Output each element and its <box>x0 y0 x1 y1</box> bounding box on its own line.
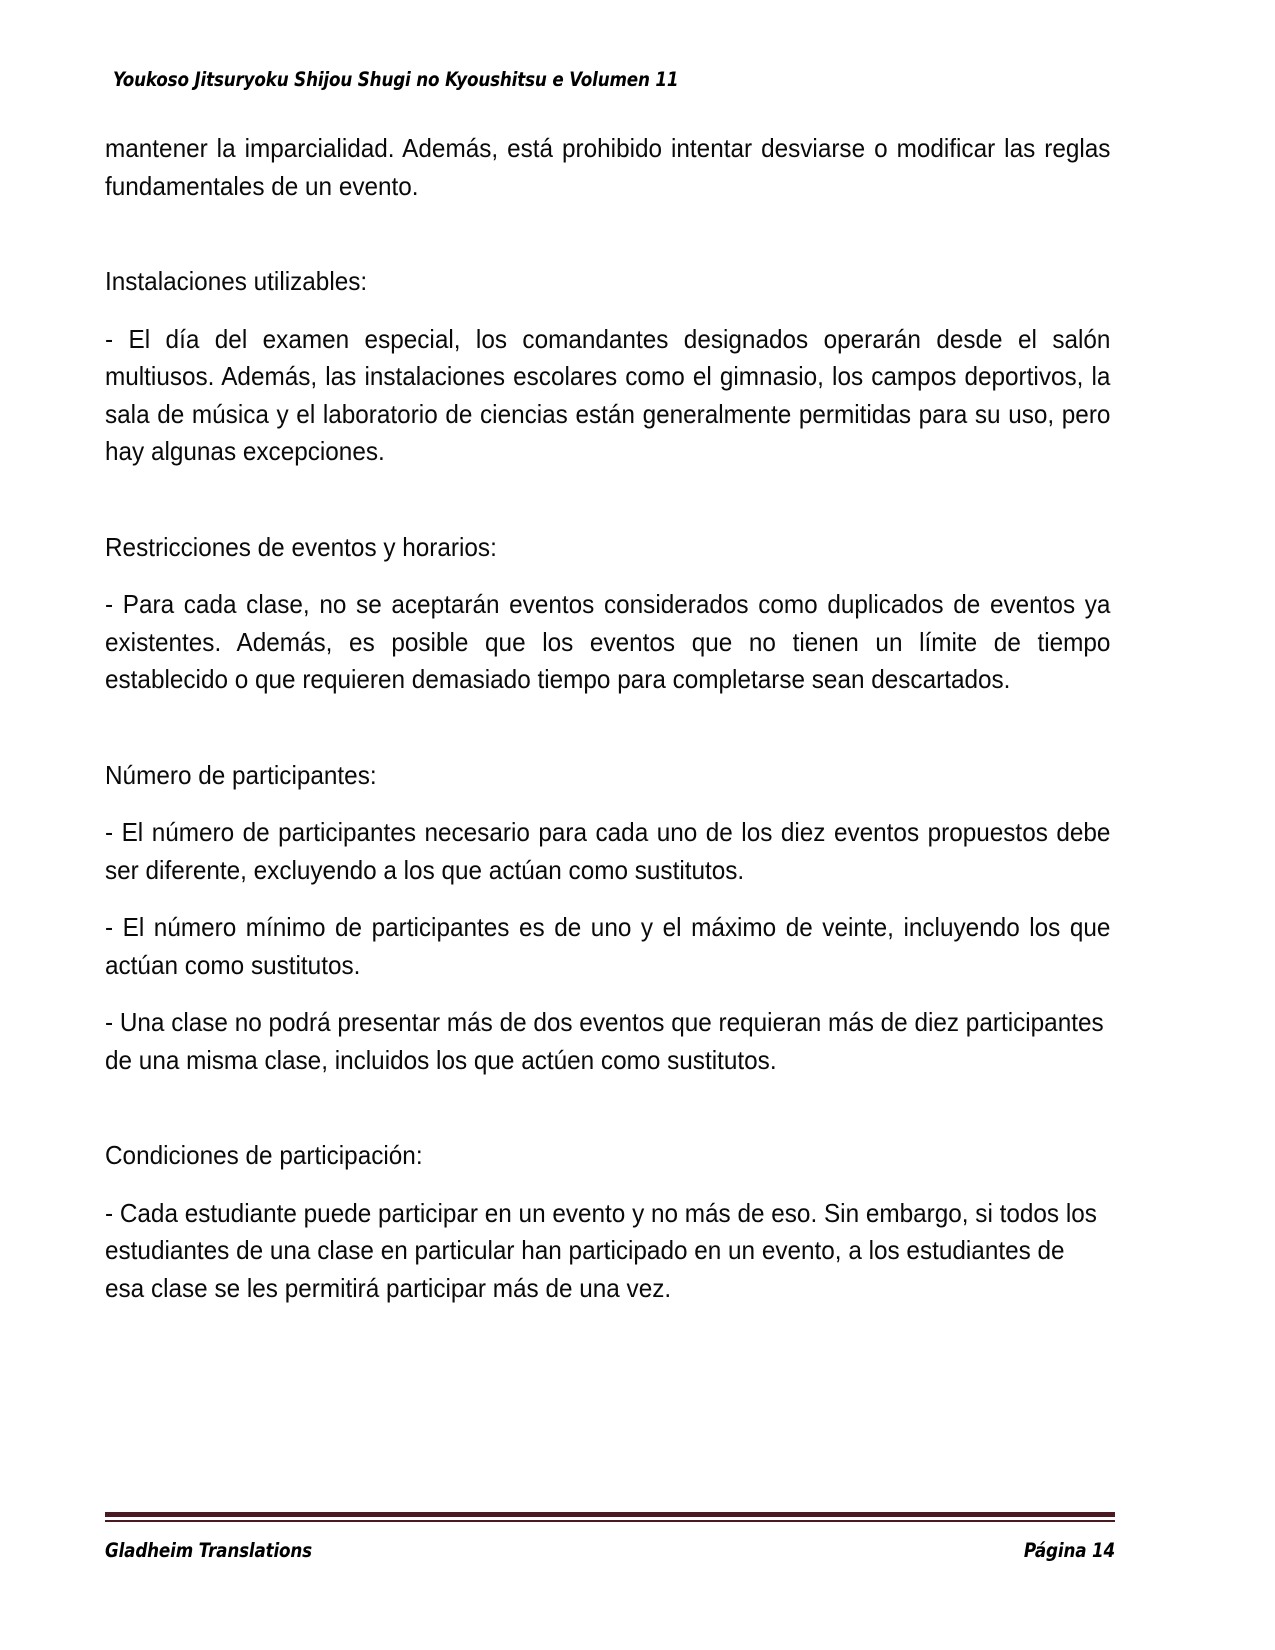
heading-spacer <box>105 566 1110 586</box>
header-title: Youkoso Jitsuryoku Shijou Shugi no Kyoushitsu e Volumen 11 <box>113 68 679 91</box>
page-footer <box>105 1512 1115 1562</box>
page-header <box>113 68 1123 91</box>
footer-rule-thin <box>105 1520 1115 1522</box>
document-body <box>105 130 1110 1307</box>
section-spacer <box>105 471 1110 529</box>
heading-spacer <box>105 1175 1110 1195</box>
section-paragraph: - El número mínimo de participantes es de uno y el máximo de veinte, incluyendo los que actúan como sustitutos. <box>105 912 1111 980</box>
section-paragraph: - Cada estudiante puede participar en un evento y no más de eso. Sin embargo, si todos los estudiantes de una clase en particular han participado en un evento, a los estudiantes de esa clase se les permitirá participar más de una vez. <box>105 1197 1097 1303</box>
heading-spacer <box>105 794 1110 814</box>
paragraph-spacer <box>105 984 1110 1004</box>
paragraph-spacer <box>105 889 1110 909</box>
footer-row <box>105 1539 1115 1562</box>
section-paragraph: - El día del examen especial, los comandantes designados operarán desde el salón multiusos. Además, las instalaciones escolares como el gimnasio, los campos deportivos, la sala de música y el laboratorio de ciencias están generalmente permitidas para su uso, pero hay algunas excepciones. <box>105 323 1111 466</box>
section-instalaciones <box>105 263 1110 471</box>
section-spacer <box>105 205 1110 263</box>
section-spacer <box>105 1079 1110 1137</box>
section-paragraph: - El número de participantes necesario para cada uno de los diez eventos propuestos debe ser diferente, excluyendo a los que actúan como sustitutos. <box>105 817 1111 885</box>
continued-paragraph: mantener la imparcialidad. Además, está prohibido intentar desviarse o modificar las reglas fundamentales de un evento. <box>105 133 1111 201</box>
section-heading: Condiciones de participación: <box>105 1140 423 1170</box>
section-heading: Número de participantes: <box>105 759 377 790</box>
footer-page-number: Página 14 <box>1023 1538 1115 1562</box>
section-spacer <box>105 699 1110 757</box>
section-paragraph: - Para cada clase, no se aceptarán eventos considerados como duplicados de eventos ya existentes. Además, es posible que los eventos que no tienen un límite de tiempo establecido o que requieren demasiado tiempo para completarse sean descartados. <box>105 589 1111 694</box>
section-restricciones <box>105 529 1110 699</box>
section-heading: Restricciones de eventos y horarios: <box>105 531 497 562</box>
section-numero-participantes <box>105 757 1110 1080</box>
section-heading: Instalaciones utilizables: <box>105 266 368 296</box>
section-paragraph: - Una clase no podrá presentar más de dos eventos que requieran más de diez participantes de una misma clase, incluidos los que actúen como sustitutos. <box>105 1007 1104 1075</box>
heading-spacer <box>105 301 1110 321</box>
section-condiciones <box>105 1137 1110 1307</box>
footer-publisher: Gladheim Translations <box>105 1538 312 1562</box>
